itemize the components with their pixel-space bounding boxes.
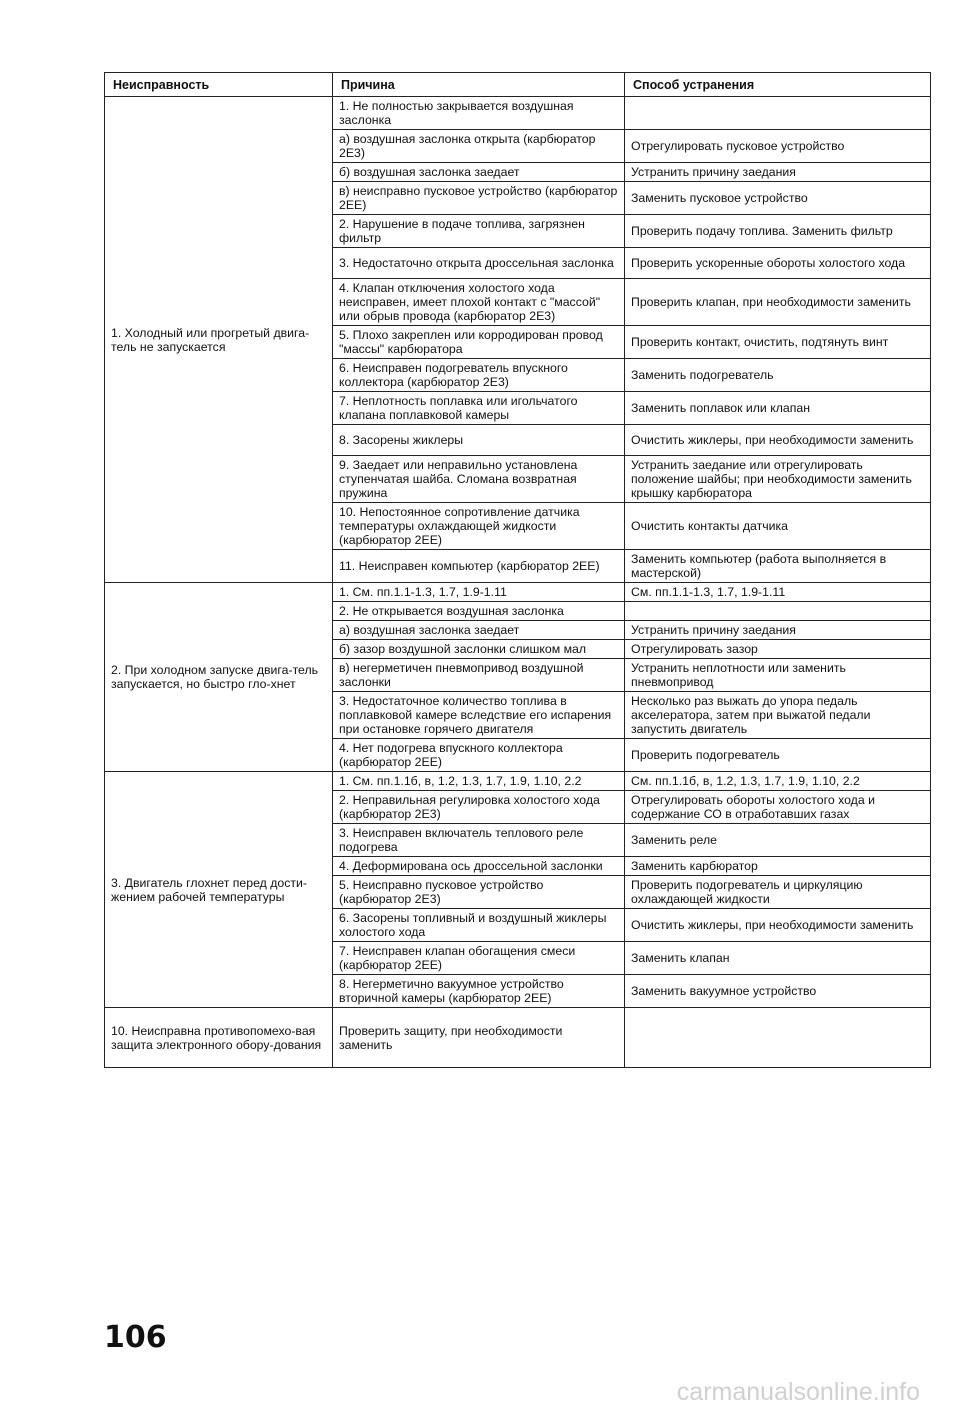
cause-cell: 3. Недостаточное количество топлива в поплавковой камере вследствие его испарения при остановке горячего двигателя — [333, 692, 625, 739]
remedy-cell: Проверить контакт, очистить, подтянуть винт — [625, 326, 931, 359]
remedy-cell: Отрегулировать обороты холостого хода и содержание СО в отработавших газах — [625, 791, 931, 824]
remedy-cell: Отрегулировать зазор — [625, 640, 931, 659]
remedy-cell: Устранить причину заедания — [625, 163, 931, 182]
cause-cell: 1. См. пп.1.1б, в, 1.2, 1.3, 1.7, 1.9, 1.10, 2.2 — [333, 772, 625, 791]
cause-cell: 6. Неисправен подогреватель впускного коллектора (карбюратор 2Е3) — [333, 359, 625, 392]
fault-cell: 1. Холодный или прогретый двига-тель не запускается — [105, 97, 333, 583]
cause-cell: б) воздушная заслонка заедает — [333, 163, 625, 182]
remedy-cell: Очистить контакты датчика — [625, 503, 931, 550]
cause-cell: 9. Заедает или неправильно установлена ступенчатая шайба. Сломана возвратная пружина — [333, 456, 625, 503]
cause-cell: Проверить защиту, при необходимости заменить — [333, 1008, 625, 1068]
table-row — [105, 1008, 931, 1068]
remedy-cell: См. пп.1.1б, в, 1.2, 1.3, 1.7, 1.9, 1.10, 2.2 — [625, 772, 931, 791]
cause-cell: 8. Засорены жиклеры — [333, 425, 625, 456]
remedy-cell: Проверить подогреватель и циркуляцию охлаждающей жидкости — [625, 876, 931, 909]
remedy-cell: Устранить неплотности или заменить пневмопривод — [625, 659, 931, 692]
cause-cell: 8. Негерметично вакуумное устройство вторичной камеры (карбюратор 2ЕЕ) — [333, 975, 625, 1008]
cause-cell: 2. Неправильная регулировка холостого хода (карбюратор 2Е3) — [333, 791, 625, 824]
cause-cell: в) негерметичен пневмопривод воздушной заслонки — [333, 659, 625, 692]
remedy-cell: Проверить подогреватель — [625, 739, 931, 772]
cause-cell: 3. Неисправен включатель теплового реле подогрева — [333, 824, 625, 857]
remedy-cell: Очистить жиклеры, при необходимости заменить — [625, 909, 931, 942]
cause-cell: 4. Клапан отключения холостого хода неисправен, имеет плохой контакт с "массой" или обрыв провода (карбюратор 2Е3) — [333, 279, 625, 326]
cause-cell: 3. Недостаточно открыта дроссельная заслонка — [333, 248, 625, 279]
troubleshooting-table — [104, 72, 931, 1068]
remedy-cell — [625, 602, 931, 621]
table-row — [105, 97, 931, 130]
table-row — [105, 772, 931, 791]
cause-cell: 5. Плохо закреплен или корродирован провод "массы" карбюратора — [333, 326, 625, 359]
remedy-cell: Очистить жиклеры, при необходимости заменить — [625, 425, 931, 456]
remedy-cell: Проверить клапан, при необходимости заменить — [625, 279, 931, 326]
remedy-cell: Заменить пусковое устройство — [625, 182, 931, 215]
remedy-cell: Устранить причину заедания — [625, 621, 931, 640]
remedy-cell: Устранить заедание или отрегулировать положение шайбы; при необходимости заменить крышку карбюратора — [625, 456, 931, 503]
fault-cell: 3. Двигатель глохнет перед дости-жением рабочей температуры — [105, 772, 333, 1008]
remedy-cell — [625, 97, 931, 130]
remedy-cell: Заменить компьютер (работа выполняется в мастерской) — [625, 550, 931, 583]
cause-cell: 1. Не полностью закрывается воздушная заслонка — [333, 97, 625, 130]
remedy-cell — [625, 1008, 931, 1068]
table-body — [105, 97, 931, 1068]
header-remedy: Способ устранения — [625, 73, 931, 97]
fault-cell: 10. Неисправна противопомехо-вая защита электронного обору-дования — [105, 1008, 333, 1068]
cause-cell: 10. Непостоянное сопротивление датчика температуры охлаждающей жидкости (карбюратор 2ЕЕ) — [333, 503, 625, 550]
cause-cell: 2. Не открывается воздушная заслонка — [333, 602, 625, 621]
cause-cell: 11. Неисправен компьютер (карбюратор 2ЕЕ) — [333, 550, 625, 583]
remedy-cell: Отрегулировать пусковое устройство — [625, 130, 931, 163]
table-row — [105, 583, 931, 602]
cause-cell: 6. Засорены топливный и воздушный жиклеры холостого хода — [333, 909, 625, 942]
remedy-cell: Несколько раз выжать до упора педаль акселератора, затем при выжатой педали запустить двигатель — [625, 692, 931, 739]
header-cause: Причина — [333, 73, 625, 97]
cause-cell: 7. Неплотность поплавка или игольчатого клапана поплавковой камеры — [333, 392, 625, 425]
page-number: 106 — [104, 1320, 167, 1355]
cause-cell: в) неисправно пусковое устройство (карбюратор 2ЕЕ) — [333, 182, 625, 215]
header-fault: Неисправность — [105, 73, 333, 97]
remedy-cell: См. пп.1.1-1.3, 1.7, 1.9-1.11 — [625, 583, 931, 602]
cause-cell: 1. См. пп.1.1-1.3, 1.7, 1.9-1.11 — [333, 583, 625, 602]
cause-cell: 5. Неисправно пусковое устройство (карбюратор 2Е3) — [333, 876, 625, 909]
cause-cell: 4. Деформирована ось дроссельной заслонки — [333, 857, 625, 876]
remedy-cell: Проверить подачу топлива. Заменить фильтр — [625, 215, 931, 248]
cause-cell: 4. Нет подогрева впускного коллектора (карбюратор 2ЕЕ) — [333, 739, 625, 772]
remedy-cell: Заменить вакуумное устройство — [625, 975, 931, 1008]
remedy-cell: Заменить реле — [625, 824, 931, 857]
watermark: carmanualsonline.info — [676, 1378, 920, 1406]
cause-cell: б) зазор воздушной заслонки слишком мал — [333, 640, 625, 659]
cause-cell: 2. Нарушение в подаче топлива, загрязнен фильтр — [333, 215, 625, 248]
remedy-cell: Заменить поплавок или клапан — [625, 392, 931, 425]
remedy-cell: Проверить ускоренные обороты холостого хода — [625, 248, 931, 279]
remedy-cell: Заменить клапан — [625, 942, 931, 975]
remedy-cell: Заменить подогреватель — [625, 359, 931, 392]
header-row — [105, 73, 931, 97]
remedy-cell: Заменить карбюратор — [625, 857, 931, 876]
cause-cell: а) воздушная заслонка заедает — [333, 621, 625, 640]
fault-cell: 2. При холодном запуске двига-тель запускается, но быстро гло-хнет — [105, 583, 333, 772]
cause-cell: а) воздушная заслонка открыта (карбюратор 2Е3) — [333, 130, 625, 163]
cause-cell: 7. Неисправен клапан обогащения смеси (карбюратор 2ЕЕ) — [333, 942, 625, 975]
